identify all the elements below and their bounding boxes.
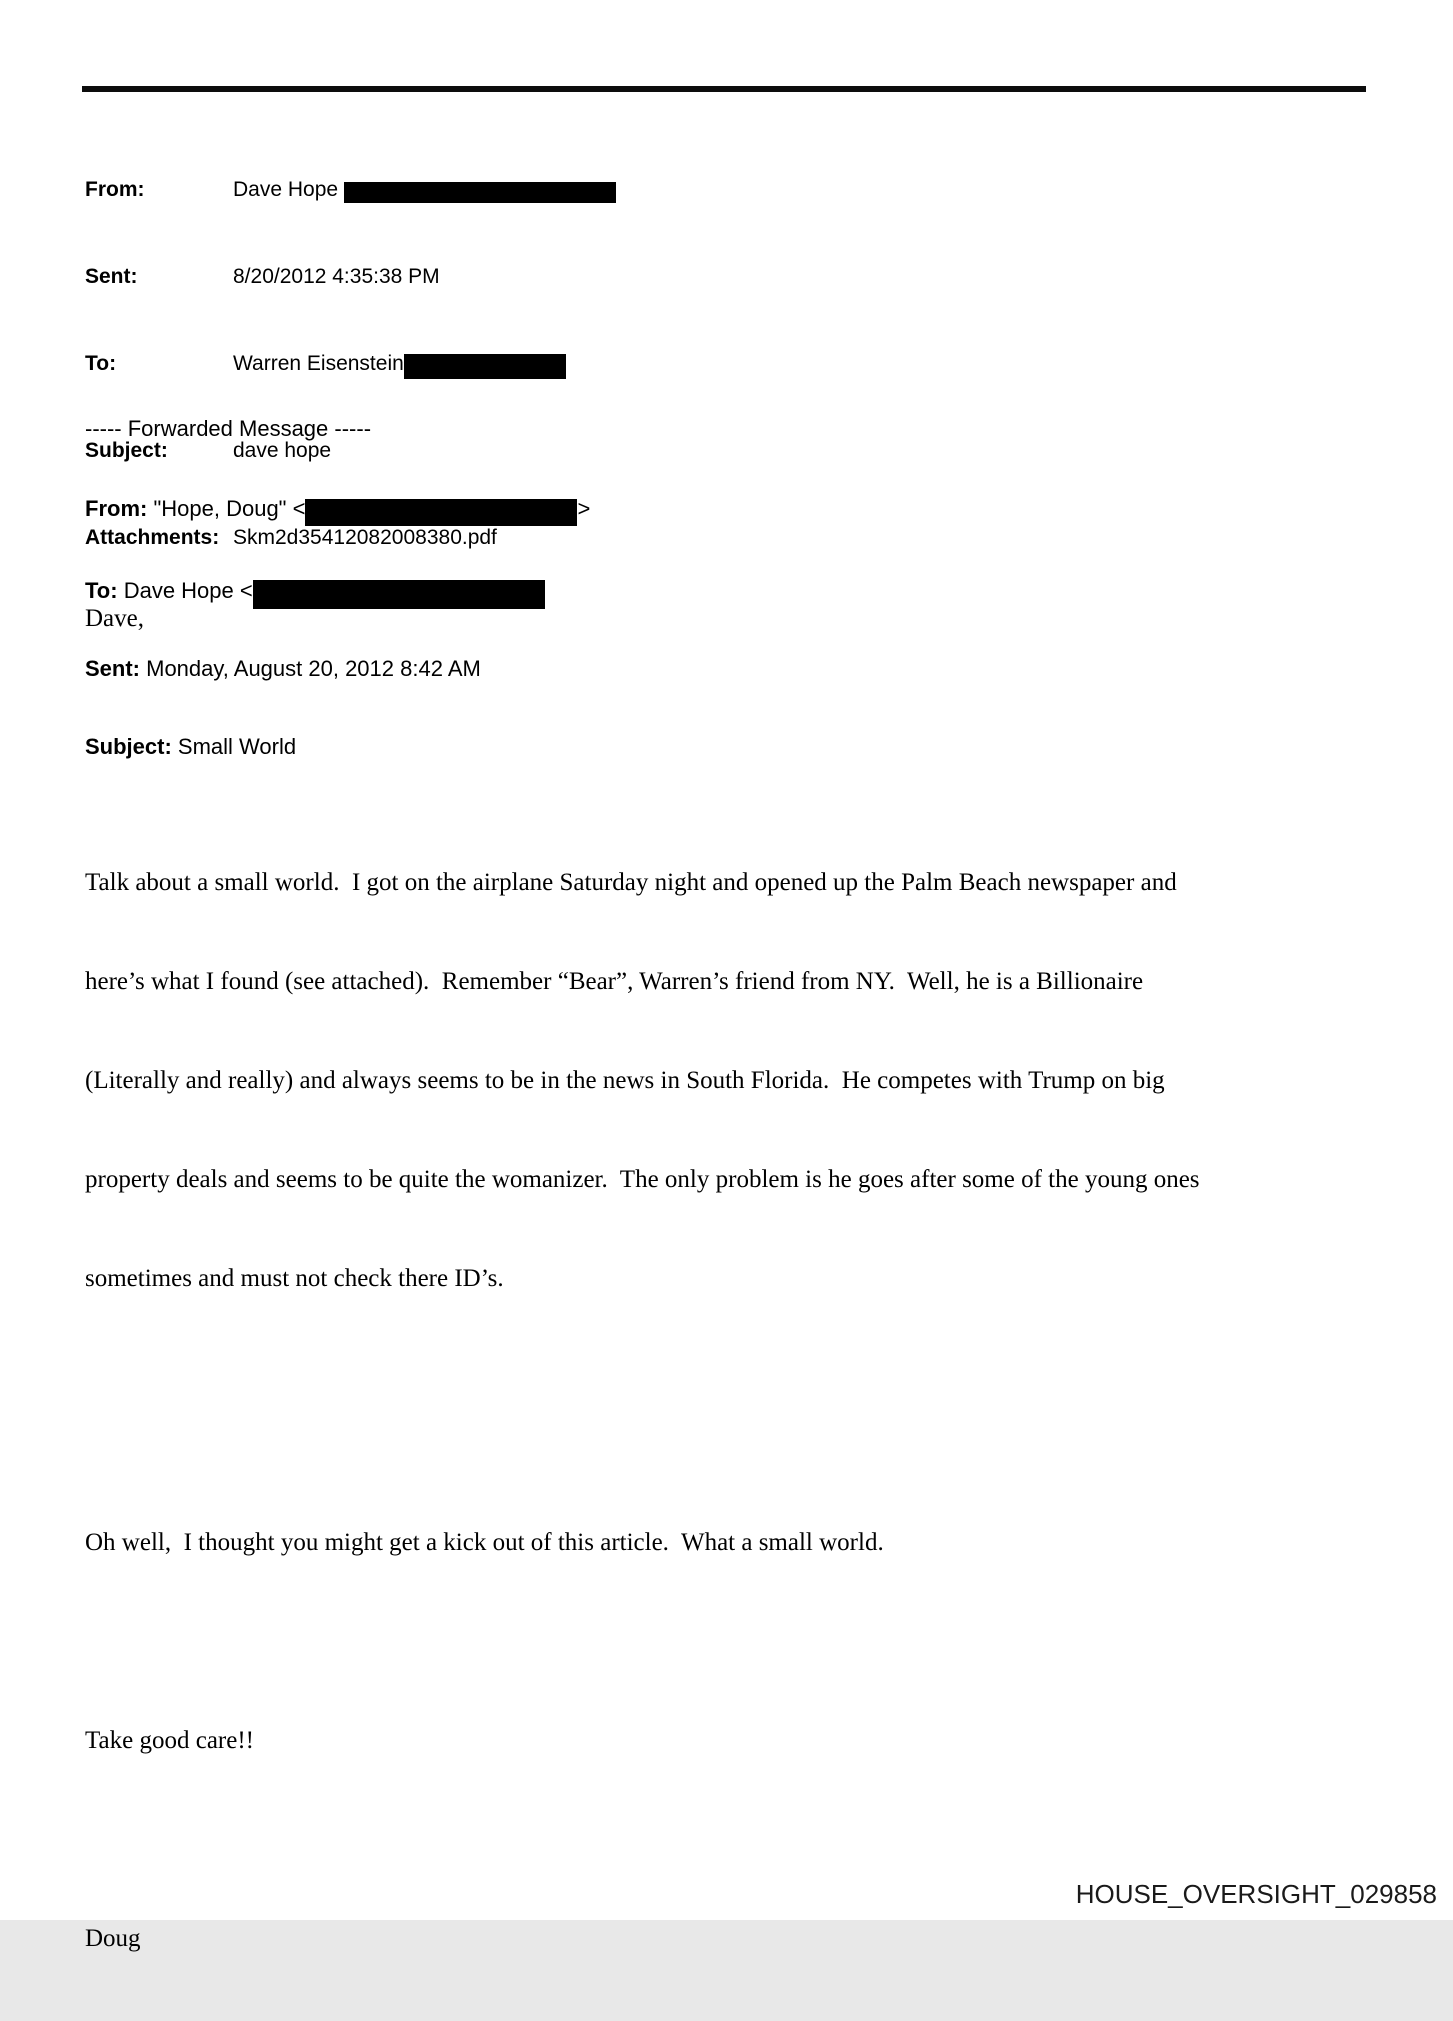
forwarded-subject-value: Small World: [177, 734, 297, 759]
paragraph-line: here’s what I found (see attached). Remember “Bear”, Warren’s friend from NY. Well, he is a Billionaire: [85, 968, 1144, 995]
forwarded-subject-label: Subject:: [85, 734, 172, 759]
blank-line: [85, 701, 1380, 734]
paragraph-line: Talk about a small world. I got on the airplane Saturday night and opened up the Palm Beach newspaper and: [85, 869, 1177, 896]
redaction-bar: [305, 499, 577, 526]
attachments-value: Skm2d35412082008380.pdf: [233, 526, 497, 549]
paragraph-line: sometimes and must not check there ID’s.: [85, 1265, 504, 1292]
subject-value: dave hope: [233, 439, 332, 462]
sent-label: Sent:: [85, 265, 138, 288]
subject-label: Subject:: [85, 439, 168, 462]
paragraph: Oh well, I thought you might get a kick out of this article. What a small world.: [85, 1529, 884, 1556]
forwarded-sent-label: Sent:: [85, 656, 140, 681]
closing: Take good care!!: [85, 1727, 254, 1754]
paragraph-line: (Literally and really) and always seems to be in the news in South Florida. He competes with Trump on big: [85, 1067, 1165, 1094]
paragraph: [85, 800, 1380, 1361]
angle-open: <: [292, 496, 306, 521]
header-row-sent: [85, 262, 616, 291]
signature: Doug: [85, 1925, 141, 1952]
blank-line: [85, 1823, 1380, 1856]
header-row-from: [85, 175, 616, 204]
forwarded-row-from: [85, 494, 590, 522]
angle-close: >: [577, 496, 591, 521]
forwarded-sent-value: Monday, August 20, 2012 8:42 AM: [146, 656, 481, 681]
to-name: Warren Eisenstein: [233, 352, 404, 375]
header-divider-rule: [82, 86, 1366, 92]
angle-open: <: [239, 578, 253, 603]
from-value: [233, 175, 616, 204]
to-label: To:: [85, 352, 117, 375]
forwarded-from-name: "Hope, Doug": [153, 496, 287, 521]
from-name: Dave Hope: [233, 178, 339, 201]
redaction-bar: [344, 182, 616, 203]
blank-line: [85, 1625, 1380, 1658]
forwarded-to-name: Dave Hope: [123, 578, 234, 603]
paragraph-line: property deals and seems to be quite the womanizer. The only problem is he goes after some of the young ones: [85, 1166, 1200, 1193]
bates-number: HOUSE_OVERSIGHT_029858: [1075, 1879, 1437, 1909]
attachments-label: Attachments:: [85, 526, 220, 549]
forwarded-divider: ----- Forwarded Message -----: [85, 416, 372, 441]
email-body: [85, 536, 1380, 2021]
from-label: From:: [85, 178, 145, 201]
forwarded-to-label: To:: [85, 578, 118, 603]
greeting: Dave,: [85, 605, 144, 632]
blank-line: [85, 1427, 1380, 1460]
forwarded-from-label: From:: [85, 496, 148, 521]
sent-value: 8/20/2012 4:35:38 PM: [233, 265, 440, 288]
